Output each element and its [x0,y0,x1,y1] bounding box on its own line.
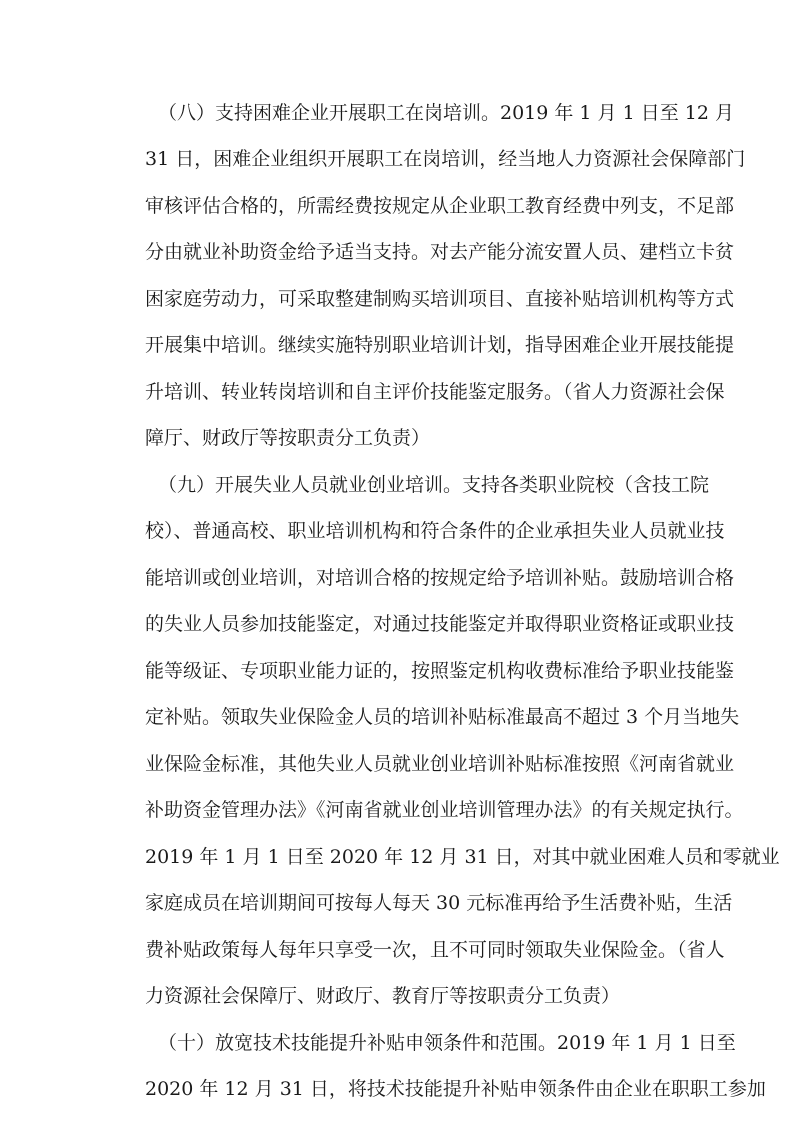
paragraph-9-line-4: 的失业人员参加技能鉴定，对通过技能鉴定并取得职业资格证或职业技 [145,613,735,635]
paragraph-9-line-8: 补助资金管理办法》《河南省就业创业培训管理办法》的有关规定执行。 [145,799,744,821]
paragraph-8-line-6: 开展集中培训。继续实施特别职业培训计划，指导困难企业开展技能提 [145,334,735,356]
paragraph-9-line-7: 业保险金标准，其他失业人员就业创业培训补贴标准按照《河南省就业 [145,753,735,775]
paragraph-9-line-10: 家庭成员在培训期间可按每人每天 30 元标准再给予生活费补贴，生活 [145,892,733,914]
paragraph-10-line-2: 2020 年 12 月 31 日，将技术技能提升补贴申领条件由企业在职职工参加 [145,1078,766,1100]
paragraph-8-line-8: 障厅、财政厅等按职责分工负责） [145,427,431,449]
paragraph-9-line-12: 力资源社会保障厅、财政厅、教育厅等按职责分工负责） [145,985,621,1007]
paragraph-9-line-2: 校）、普通高校、职业培训机构和符合条件的企业承担失业人员就业技 [145,520,725,542]
paragraph-8-line-7: 升培训、转业转岗培训和自主评价技能鉴定服务。（省人力资源社会保 [145,381,725,403]
paragraph-8-line-5: 困家庭劳动力，可采取整建制购买培训项目、直接补贴培训机构等方式 [145,288,735,310]
paragraph-9-line-11: 费补贴政策每人每年只享受一次，且不可同时领取失业保险金。（省人 [145,939,725,961]
paragraph-8-line-4: 分由就业补助资金给予适当支持。对去产能分流安置人员、建档立卡贫 [145,241,735,263]
paragraph-8-line-3: 审核评估合格的，所需经费按规定从企业职工教育经费中列支，不足部 [145,195,735,217]
paragraph-9-line-1: （九）开展失业人员就业创业培训。支持各类职业院校（含技工院 [158,474,710,496]
paragraph-9-line-6: 定补贴。领取失业保险金人员的培训补贴标准最高不超过 3 个月当地失 [145,706,740,728]
paragraph-8-line-2: 31 日，困难企业组织开展职工在岗培训，经当地人力资源社会保障部门 [145,148,746,170]
paragraph-10-line-1: （十）放宽技术技能提升补贴申领条件和范围。2019 年 1 月 1 日至 [158,1032,736,1054]
paragraph-9-line-5: 能等级证、专项职业能力证的，按照鉴定机构收费标准给予职业技能鉴 [145,660,735,682]
paragraph-9-line-9: 2019 年 1 月 1 日至 2020 年 12 月 31 日，对其中就业困难人员和零就业 [145,846,780,868]
paragraph-8-line-1: （八）支持困难企业开展职工在岗培训。2019 年 1 月 1 日至 12 月 [158,102,734,124]
paragraph-9-line-3: 能培训或创业培训，对培训合格的按规定给予培训补贴。鼓励培训合格 [145,567,735,589]
